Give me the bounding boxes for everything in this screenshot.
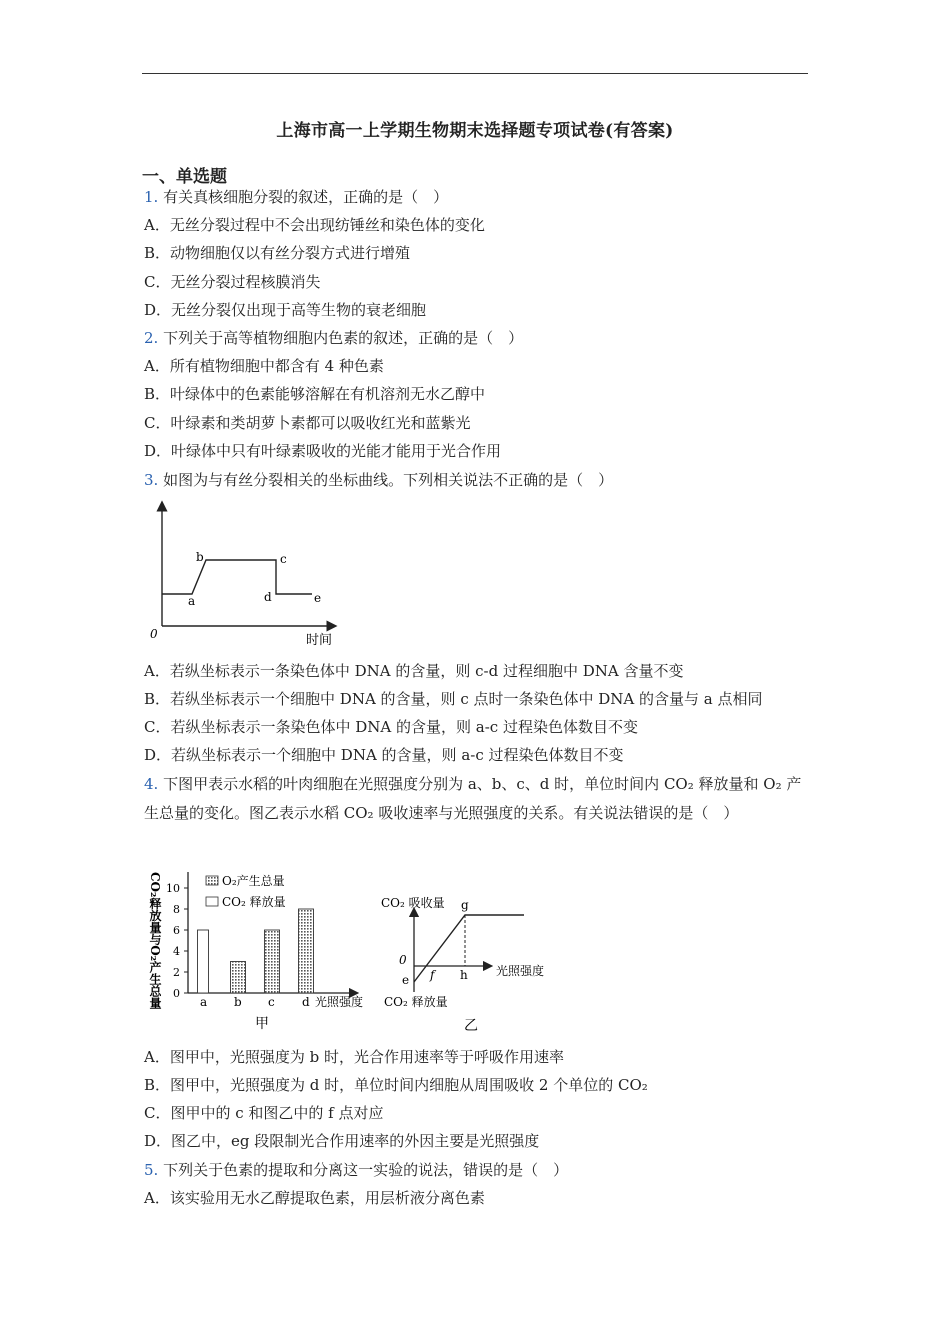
- q4-stem-block: [144, 770, 808, 827]
- q5-number: 5.: [144, 1161, 159, 1179]
- q3-x-label: 时间: [306, 633, 333, 648]
- q1-option-c: C．无丝分裂过程核膜消失: [144, 273, 321, 291]
- q2-option-c: C．叶绿素和类胡萝卜素都可以吸收红光和蓝紫光: [144, 414, 471, 432]
- q4-option-c: C．图甲中的 c 和图乙中的 f 点对应: [144, 1104, 384, 1122]
- q4-yi-caption: 乙: [464, 1018, 478, 1034]
- q4-jia-y-tick-label: 8: [173, 903, 180, 916]
- q3-option-d: D．若纵坐标表示一个细胞中 DNA 的含量，则 a-c 过程染色体数目不变: [144, 746, 624, 764]
- q4-jia-category-label: b: [234, 995, 242, 1009]
- q3-point-c: c: [280, 552, 287, 566]
- q4-jia-category-label: d: [302, 995, 310, 1009]
- q3-stem: 如图为与有丝分裂相关的坐标曲线。下列相关说法不正确的是（ ）: [163, 471, 614, 489]
- q4-jia-category-label: c: [268, 995, 275, 1009]
- q4-jia-y-tick-label: 2: [173, 966, 180, 979]
- q4-yi-point-e: e: [402, 973, 410, 987]
- q3-curve: [162, 560, 312, 594]
- q3-option-a: A．若纵坐标表示一条染色体中 DNA 的含量，则 c-d 过程细胞中 DNA 含量不变: [144, 662, 684, 680]
- q1-stem-line: [144, 187, 448, 207]
- q3-option-b: B．若纵坐标表示一个细胞中 DNA 的含量，则 c 点时一条染色体中 DNA 的含量与 a 点相同: [144, 690, 763, 708]
- q2-stem-line: [144, 328, 523, 348]
- q2-stem: 下列关于高等植物细胞内色素的叙述，正确的是（ ）: [163, 329, 524, 347]
- q3-point-a: a: [188, 594, 196, 608]
- q4-figure-jia: [142, 862, 382, 1034]
- q2-option-a: A．所有植物细胞中都含有 4 种色素: [144, 357, 384, 375]
- q4-figure-yi: [376, 884, 556, 1036]
- q3-stem-line: [144, 470, 613, 490]
- q4-jia-bar-d-o2: [299, 909, 314, 993]
- q5-option-a: A．该实验用无水乙醇提取色素，用层析液分离色素: [144, 1189, 485, 1207]
- q4-jia-y-label: CO₂释放量与O₂产生总量: [148, 872, 162, 1009]
- q4-yi-point-g: g: [461, 898, 469, 912]
- q4-jia-y-tick-label: 6: [173, 924, 180, 937]
- q5-stem-line: [144, 1160, 568, 1180]
- q4-jia-legend-co2-swatch: [206, 897, 218, 906]
- q3-point-d: d: [264, 590, 272, 604]
- q1-option-a: A．无丝分裂过程中不会出现纺锤丝和染色体的变化: [144, 216, 485, 234]
- q4-jia-y-tick-label: 10: [166, 882, 180, 895]
- q4-yi-y-label-bottom: CO₂ 释放量: [384, 995, 448, 1009]
- q5-stem: 下列关于色素的提取和分离这一实验的说法，错误的是（ ）: [163, 1161, 569, 1179]
- header-rule: [142, 73, 808, 74]
- q1-option-d: D．无丝分裂仅出现于高等生物的衰老细胞: [144, 301, 427, 319]
- q4-jia-y-tick-label: 4: [173, 945, 180, 958]
- document-title: 上海市高一上学期生物期末选择题专项试卷(有答案): [276, 121, 674, 141]
- q4-yi-point-h: h: [460, 968, 468, 982]
- q4-jia-x-label: 光照强度: [315, 995, 364, 1009]
- q4-option-d: D．图乙中，eg 段限制光合作用速率的外因主要是光照强度: [144, 1132, 540, 1150]
- q3-figure: [140, 498, 360, 648]
- q4-yi-x-label: 光照强度: [496, 964, 545, 978]
- q3-number: 3.: [144, 471, 159, 489]
- q3-point-e: e: [314, 591, 322, 605]
- q2-number: 2.: [144, 329, 159, 347]
- q4-jia-category-label: a: [200, 995, 208, 1009]
- q2-option-d: D．叶绿体中只有叶绿素吸收的光能才能用于光合作用: [144, 442, 502, 460]
- q4-yi-y-label-top: CO₂ 吸收量: [381, 896, 445, 910]
- q4-jia-bar-a-co2: [198, 930, 209, 993]
- q4-jia-legend-o2-swatch: [206, 876, 218, 885]
- q4-jia-caption: 甲: [255, 1016, 269, 1032]
- q1-option-b: B．动物细胞仅以有丝分裂方式进行增殖: [144, 244, 411, 262]
- q3-point-b: b: [196, 550, 204, 564]
- q1-stem: 有关真核细胞分裂的叙述，正确的是（ ）: [163, 188, 449, 206]
- q4-jia-y-tick-label: 0: [173, 987, 180, 1000]
- q4-stem: 下图甲表示水稻的叶肉细胞在光照强度分别为 a、b、c、d 时，单位时间内 CO₂ 释放量和 O₂ 产生总量的变化。图乙表示水稻 CO₂ 吸收速率与光照强度的关系。有关说法错误的是（ ）: [144, 775, 802, 822]
- q4-jia-bar-c-o2: [265, 930, 280, 993]
- q4-yi-point-f: f: [430, 968, 435, 982]
- q1-number: 1.: [144, 188, 159, 206]
- q2-option-b: B．叶绿体中的色素能够溶解在有机溶剂无水乙醇中: [144, 385, 486, 403]
- q4-yi-origin: 0: [399, 953, 407, 967]
- q4-option-a: A．图甲中，光照强度为 b 时，光合作用速率等于呼吸作用速率: [144, 1048, 564, 1066]
- q4-jia-legend-co2: CO₂ 释放量: [222, 895, 286, 909]
- section-heading: 一、单选题: [142, 167, 227, 187]
- q4-number: 4.: [144, 775, 159, 793]
- q4-jia-bar-b-o2: [231, 962, 246, 994]
- q4-option-b: B．图甲中，光照强度为 d 时，单位时间内细胞从周围吸收 2 个单位的 CO₂: [144, 1076, 648, 1094]
- q3-origin-label: 0: [150, 627, 158, 641]
- q4-jia-legend-o2: O₂产生总量: [222, 874, 285, 888]
- q3-option-c: C．若纵坐标表示一条染色体中 DNA 的含量，则 a-c 过程染色体数目不变: [144, 718, 638, 736]
